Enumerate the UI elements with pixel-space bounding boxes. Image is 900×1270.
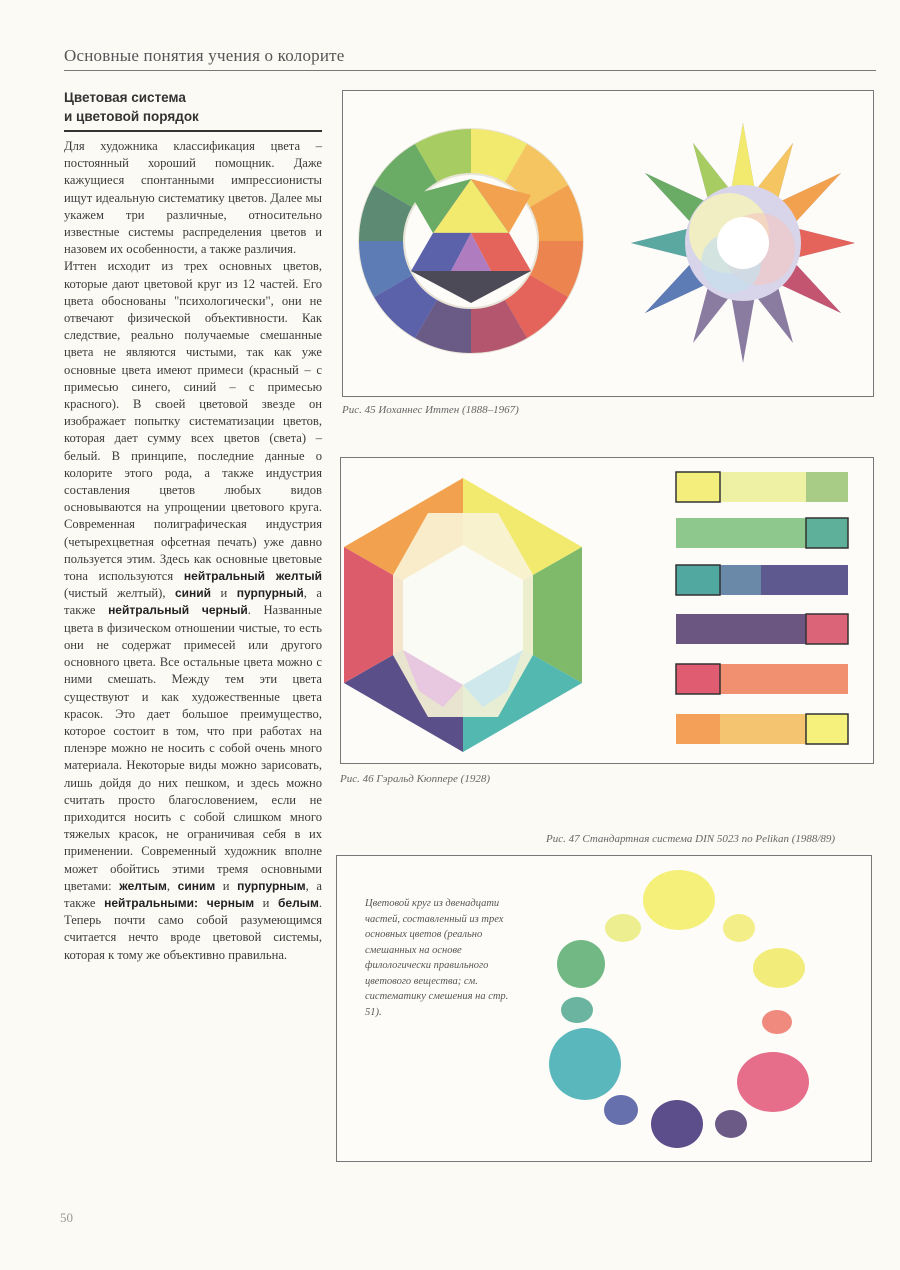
swatch-key-yellow [676,472,720,502]
text-run: и [215,878,238,893]
figure-47-din [336,855,872,1162]
blob-teal [561,997,593,1023]
bold-term: белым [278,895,319,910]
swatch-key-red [676,664,720,694]
swatch-key-green [806,518,848,548]
bold-term: пурпурным [237,878,306,893]
blob-yellow-light [723,914,755,942]
text-run: , [166,878,178,893]
bold-term: нейтральный желтый [183,569,322,584]
swatch-start [676,714,720,744]
figure-46-kuppers [340,457,874,764]
body-text [64,138,322,964]
itten-illustration [343,91,873,396]
bold-term: нейтральный черный [108,603,248,618]
text-run: . Названные цвета в физическом отношении чистые, то есть они не содержат примесей или другого основного цвета. Все остальные цвета можно с ними смешать. Между тем эти цвета существуют и как художественные цвета красок. Это дает большое преимущество, которое состоит в том, что при работах на пленэре можно не носить с собой очень много материала. Некоторые виды можно зарисовать, лишь дойдя до них пешком, и здесь можно считать просто благословением, если не приходится носить с собой слишком много тяжелых красок, не ограничивая себя в их применении. Современный художник вполне может обойтись этими тремя основными цветами: [64,603,322,893]
bold-term: синим [177,878,216,893]
section-title [64,88,322,132]
blob-violet-small [715,1110,747,1138]
blob-yellow [643,870,715,930]
swatch-key-magenta [806,614,848,644]
kuppers-illustration [341,458,873,763]
blob-yellowgreen [605,914,641,942]
paragraph-2 [64,258,322,963]
figure-47-caption: Рис. 47 Стандартная система DIN 5023 по Pelikan (1988/89) [546,833,836,845]
bold-term: пурпурный [236,586,304,601]
text-run: Иттен исходит из трех основных цветов, которые дают цветовой круг из 12 частей. Его цвета обоснованы "психологически", они не отвечают физической объективности. Как следствие, реально получаемые смешанные цвета не являются чистыми, так как уже основные цвета имеют примеси (красный – с примесью синего, синий – с примесью красного). В своей цветовой звезде он изображает попытку систематизации цветов, которая дает сумму всех цветов (света) – белый. В принципе, последние данные о колорите этого рода, а также индустрия составления цветов любых видов основываются на упрощении цветового круга. Современная полиграфическая индустрия (четырехцветная офсетная печать) уже давно пользуется этим. Здесь как основные цветовые тона используются [64,259,322,584]
text-run: и [254,895,278,910]
kuppers-hexagon [344,478,582,752]
din-illustration [337,856,871,1161]
blob-violet [651,1100,703,1148]
running-header: Основные понятия учения о колорите [64,46,876,71]
text-run: . Теперь почти само собой разумеющимся считается нечто вроде цветовой системы, которая к тому же объективно правильна. [64,895,322,962]
text-run: и [211,586,237,601]
paragraph-1: Для художника классификация цвета – постоянный хороший помощник. Даже кажущиеся спонтанными импрессионисты ищут идеальную систематику цветов. Далее мы укажем три различные, относительно известные системы распределения цветов и назовем их особенности, а также различия. [64,139,322,257]
figure-45-itten [342,90,874,397]
section-title-line1: Цветовая система [64,90,186,105]
figure-46-caption: Рис. 46 Гэральд Кюппере (1928) [340,773,490,785]
blob-cyan [549,1028,621,1100]
swatch-key-cyan [676,565,720,595]
itten-color-star [631,123,855,363]
swatch-end [761,565,848,595]
section-title-line2: и цветовой порядок [64,109,199,124]
blob-yellow-2 [753,948,805,988]
blob-blue-small [604,1095,638,1125]
star-center-white [717,217,769,269]
swatch-key-yellow [806,714,848,744]
bold-term: синий [174,586,212,601]
text-run: (чистый желтый), [64,586,175,601]
figure-45-caption: Рис. 45 Иоханнес Иттен (1888–1967) [342,404,519,416]
blob-magenta [737,1052,809,1112]
text-run: , а также [64,878,322,910]
blob-coral [762,1010,792,1034]
kuppers-swatch-rows [676,472,848,744]
text-run: , а также [64,586,322,618]
page-number: 50 [60,1210,73,1225]
bold-term: нейтральными: черным [104,895,255,910]
blob-green [557,940,605,988]
bold-term: желтым [119,878,167,893]
itten-color-wheel [358,128,584,354]
figure-47-note: Цветовой круг из двенадцати частей, составленный из трех основных цветов (реально смешанных на основе филологически правильного цветового вещества; см. систематику смешения на стр. 51). [365,898,509,1018]
swatch-end [806,472,848,502]
